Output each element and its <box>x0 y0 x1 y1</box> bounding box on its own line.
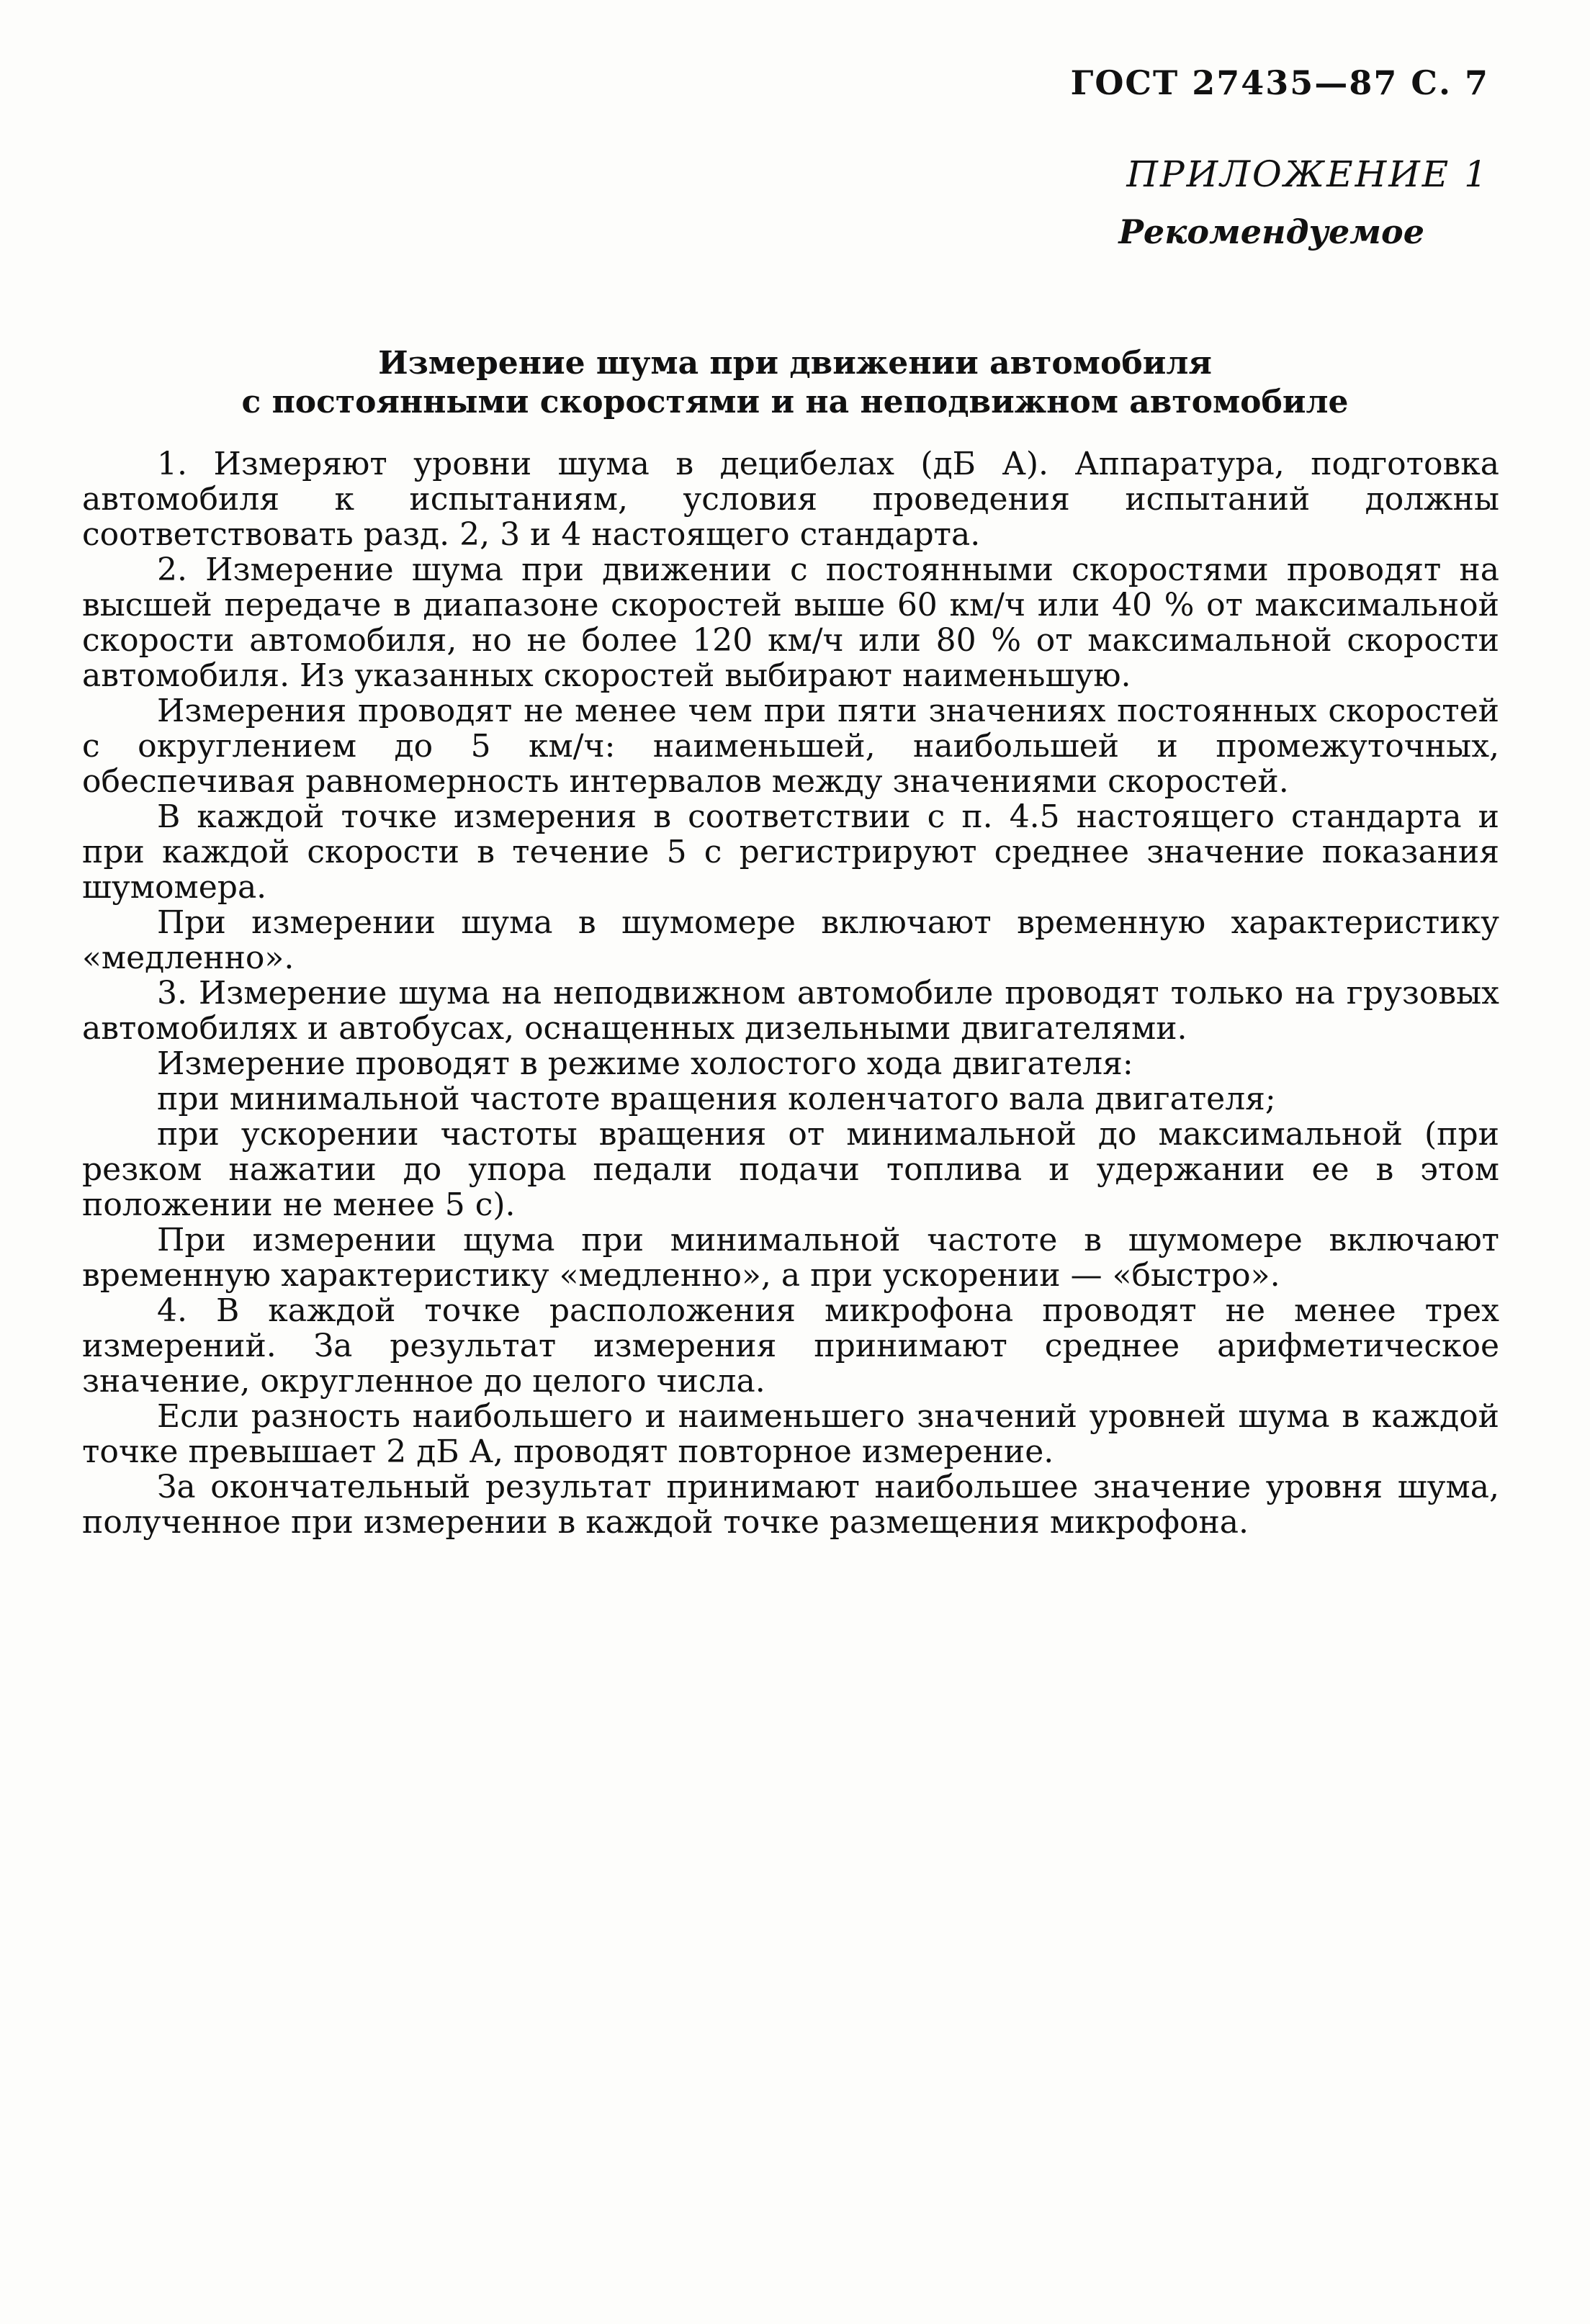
page-header: ГОСТ 27435—87 С. 7 <box>1070 63 1489 102</box>
paragraph-8: при минимальной частоте вращения коленчатого вала двигателя; <box>157 1081 1276 1117</box>
paragraph-13: За окончательный результат принимают наибольшее значение уровня шума, полученное при измерении в каждой точке размещения микрофона. <box>82 1469 1499 1541</box>
paragraph-2: 2. Измерение шума при движении с постоянными скоростями проводят на высшей передаче в диапазоне скоростей выше 60 км/ч или 40 % от максимальной скорости автомобиля, но не более 120 км/ч или 80 % от максимальной скорости автомобиля. Из указанных скоростей выбирают наименьшую. <box>82 551 1499 694</box>
paragraph-1: 1. Измеряют уровни шума в децибелах (дБ А). Аппаратура, подготовка автомобиля к испытаниям, условия проведения испытаний должны соответствовать разд. 2, 3 и 4 настоящего стандарта. <box>82 446 1499 553</box>
section-title-line-2: с постоянными скоростями и на неподвижном автомобиле <box>241 384 1349 420</box>
paragraph-4: В каждой точке измерения в соответствии с п. 4.5 настоящего стандарта и при каждой скорости в течение 5 с регистрируют среднее значение показания шумомера. <box>82 798 1499 906</box>
paragraph-6: 3. Измерение шума на неподвижном автомобиле проводят только на грузовых автомобилях и автобусах, оснащенных дизельными двигателями. <box>82 975 1499 1047</box>
appendix-status: Рекомендуемое <box>1118 212 1424 251</box>
paragraph-7: Измерение проводят в режиме холостого хода двигателя: <box>157 1045 1133 1082</box>
section-title <box>0 344 1590 422</box>
paragraph-12: Если разность наибольшего и наименьшего значений уровней шума в каждой точке превышает 2 дБ А, проводят повторное измерение. <box>82 1398 1499 1470</box>
paragraph-11: 4. В каждой точке расположения микрофона проводят не менее трех измерений. За результат измерения принимают среднее арифметическое значение, округленное до целого числа. <box>82 1292 1499 1400</box>
section-title-line-1: Измерение шума при движении автомобиля <box>378 345 1212 382</box>
appendix-title: ПРИЛОЖЕНИЕ 1 <box>1126 153 1489 195</box>
paragraph-9: при ускорении частоты вращения от минимальной до максимальной (при резком нажатии до упора педали подачи топлива и удержании ее в этом положении не менее 5 с). <box>82 1116 1499 1223</box>
document-body <box>82 446 1499 1540</box>
paragraph-5: При измерении шума в шумомере включают временную характеристику «медленно». <box>82 904 1499 976</box>
paragraph-3: Измерения проводят не менее чем при пяти значениях постоянных скоростей с округлением до 5 км/ч: наименьшей, наибольшей и промежуточных, обеспечивая равномерность интервалов между значениями скоростей. <box>82 693 1499 800</box>
paragraph-10: При измерении щума при минимальной частоте в шумомере включают временную характеристику «медленно», а при ускорении — «быстро». <box>82 1222 1499 1294</box>
appendix-block <box>1118 151 1489 255</box>
